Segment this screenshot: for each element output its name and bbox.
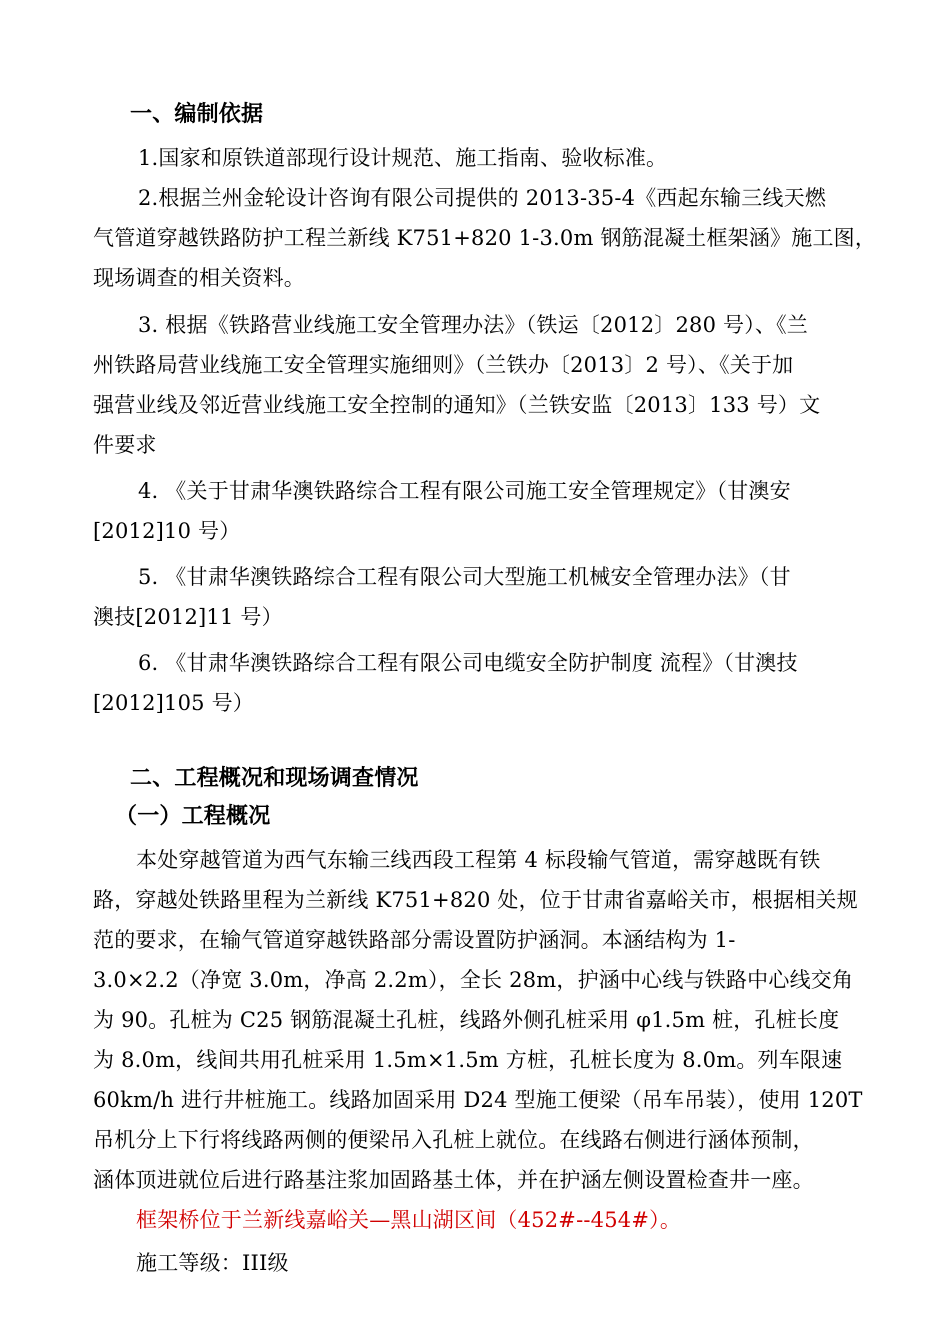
overview-paragraph-line-3: 范的要求，在输气管道穿越铁路部分需设置防护涵洞。本涵结构为 1- bbox=[93, 928, 736, 952]
overview-paragraph-line-6: 为 8.0m，线间共用孔桩采用 1.5m×1.5m 方桩，孔桩长度为 8.0m。列车限速 bbox=[93, 1048, 843, 1072]
basis-item-4-line-2: [2012]10 号） bbox=[93, 519, 241, 543]
basis-item-6-line-1: 6. 《甘肃华澳铁路综合工程有限公司电缆安全防护制度 流程》（甘澳技 bbox=[138, 651, 798, 675]
overview-paragraph-line-7: 60km/h 进行井桩施工。线路加固采用 D24 型施工便梁（吊车吊装），使用 120T bbox=[93, 1088, 863, 1112]
basis-item-3-line-3: 强营业线及邻近营业线施工安全控制的通知》（兰铁安监〔2013〕133 号）文 bbox=[93, 393, 821, 417]
overview-paragraph-line-8: 吊机分上下行将线路两侧的便梁吊入孔桩上就位。在线路右侧进行涵体预制， bbox=[93, 1128, 814, 1152]
overview-paragraph-line-1: 本处穿越管道为西气东输三线西段工程第 4 标段输气管道，需穿越既有铁 bbox=[136, 848, 821, 872]
overview-paragraph-line-2: 路，穿越处铁路里程为兰新线 K751+820 处，位于甘肃省嘉峪关市，根据相关规 bbox=[93, 888, 858, 912]
basis-item-3-line-1: 3. 根据《铁路营业线施工安全管理办法》（铁运〔2012〕280 号）、《兰 bbox=[138, 313, 809, 337]
basis-item-3-line-2: 州铁路局营业线施工安全管理实施细则》（兰铁办〔2013〕2 号）、《关于加 bbox=[93, 353, 794, 377]
basis-item-6-line-2: [2012]105 号） bbox=[93, 691, 254, 715]
section-heading-overview: 二、工程概况和现场调查情况 bbox=[130, 766, 419, 791]
basis-item-2-line-1: 2.根据兰州金轮设计咨询有限公司提供的 2013-35-4《西起东输三线天燃 bbox=[138, 186, 827, 210]
bridge-location-note: 框架桥位于兰新线嘉峪关—黑山湖区间（452#--454#）。 bbox=[136, 1208, 682, 1232]
construction-grade: 施工等级：III级 bbox=[136, 1251, 289, 1275]
basis-item-2-line-3: 现场调查的相关资料。 bbox=[93, 266, 305, 290]
basis-item-1: 1.国家和原铁道部现行设计规范、施工指南、验收标准。 bbox=[138, 146, 668, 170]
overview-paragraph-line-5: 为 90。孔桩为 C25 钢筋混凝土孔桩，线路外侧孔桩采用 φ1.5m 桩，孔桩长度 bbox=[93, 1008, 840, 1032]
overview-paragraph-line-4: 3.0×2.2（净宽 3.0m，净高 2.2m），全长 28m，护涵中心线与铁路中心线交角 bbox=[93, 968, 854, 992]
basis-item-5-line-1: 5. 《甘肃华澳铁路综合工程有限公司大型施工机械安全管理办法》（甘 bbox=[138, 565, 791, 589]
basis-item-2-line-2: 气管道穿越铁路防护工程兰新线 K751+820 1-3.0m 钢筋混凝土框架涵》施工图， bbox=[93, 226, 877, 250]
section-heading-basis: 一、编制依据 bbox=[130, 102, 264, 127]
basis-item-4-line-1: 4. 《关于甘肃华澳铁路综合工程有限公司施工安全管理规定》（甘澳安 bbox=[138, 479, 791, 503]
overview-paragraph-line-9: 涵体顶进就位后进行路基注浆加固路基土体，并在护涵左侧设置检查井一座。 bbox=[93, 1168, 814, 1192]
basis-item-5-line-2: 澳技[2012]11 号） bbox=[93, 605, 283, 629]
subsection-heading-overview: （一）工程概况 bbox=[115, 804, 271, 829]
basis-item-3-line-4: 件要求 bbox=[93, 433, 157, 457]
